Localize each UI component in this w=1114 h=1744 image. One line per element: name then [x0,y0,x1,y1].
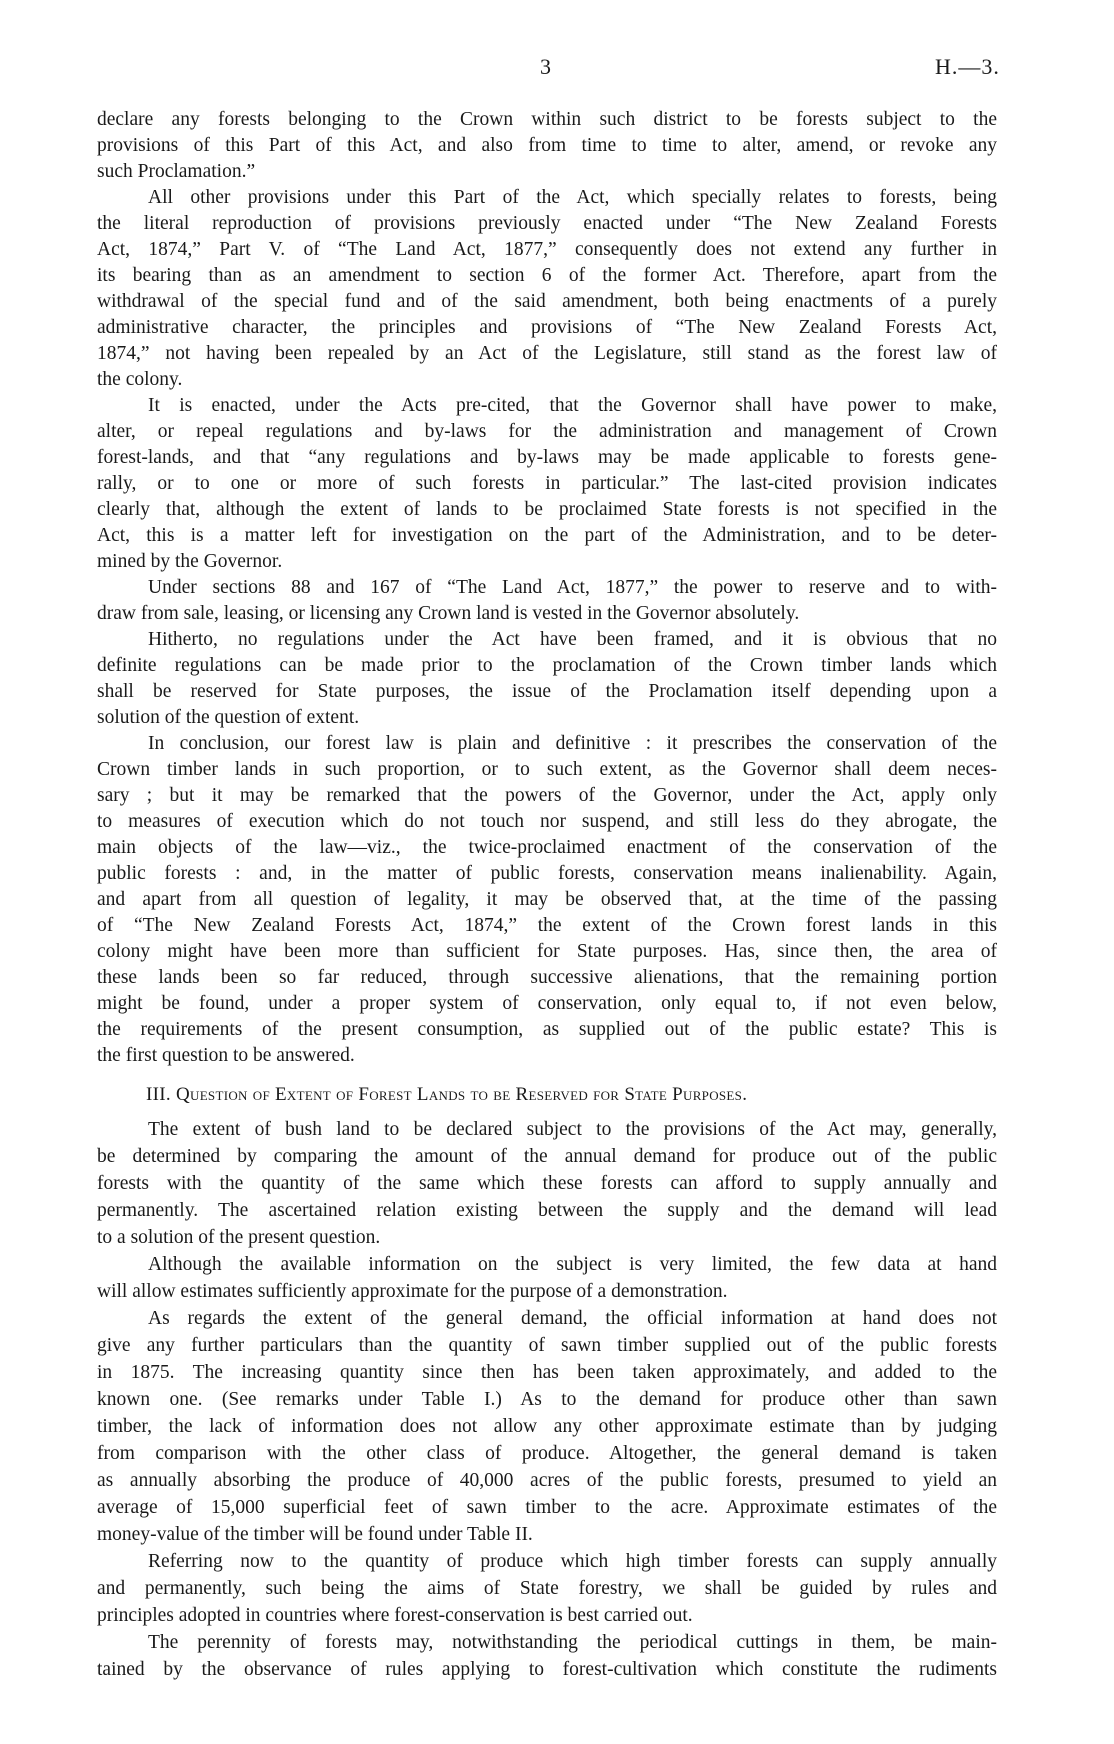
text-line: Act, this is a matter left for investigation on the part of the Administration, and to be deter- [97,525,997,546]
text-line: money-value of the timber will be found under Table II. [97,1524,533,1545]
text-line: clearly that, although the extent of lands to be proclaimed State forests is not specified in the [97,499,997,520]
text-line: colony might have been more than sufficient for State purposes. Has, since then, the area of [97,941,997,962]
text-line: Referring now to the quantity of produce which high timber forests can supply annually [148,1551,997,1572]
text-line: rally, or to one or more of such forests in particular.” The last-cited provision indicates [97,473,997,494]
text-line: be determined by comparing the amount of the annual demand for produce out of the public [97,1146,997,1167]
text-line: Hitherto, no regulations under the Act have been framed, and it is obvious that no [148,629,997,650]
text-line: timber, the lack of information does not allow any other approximate estimate than by judging [97,1416,997,1437]
text-line: principles adopted in countries where forest-conservation is best carried out. [97,1605,693,1626]
text-line: such Proclamation.” [97,161,256,182]
paragraph [97,393,997,575]
text-line: from comparison with the other class of produce. Altogether, the general demand is taken [97,1443,997,1464]
paragraph [97,1251,997,1305]
page-number: 3 [540,54,551,79]
text-line: its bearing than as an amendment to section 6 of the former Act. Therefore, apart from the [97,265,997,286]
text-line: definite regulations can be made prior to the proclamation of the Crown timber lands which [97,655,997,676]
text-line: average of 15,000 superficial feet of sawn timber to the acre. Approximate estimates of the [97,1497,997,1518]
paragraph [97,185,997,393]
text-line: The extent of bush land to be declared subject to the provisions of the Act may, generally, [148,1119,997,1140]
text-line: 1874,” not having been repealed by an Act of the Legislature, still stand as the forest law of [97,343,997,364]
paragraph [97,1305,997,1548]
text-line: and apart from all question of legality, it may be observed that, at the time of the passing [97,889,997,910]
text-line: forests with the quantity of the same which these forests can afford to supply annually and [97,1173,997,1194]
text-line: might be found, under a proper system of conservation, only equal to, if not even below, [97,993,997,1014]
text-line: public forests : and, in the matter of public forests, conservation means inalienability. Again, [97,863,997,884]
text-line: provisions of this Part of this Act, and also from time to time to alter, amend, or revoke any [97,135,997,156]
body-section-2 [97,1116,997,1683]
text-line: tained by the observance of rules applying to forest-cultivation which constitute the rudiments [97,1659,997,1680]
paragraph [97,731,997,1069]
text-line: sary ; but it may be remarked that the powers of the Governor, under the Act, apply only [97,785,997,806]
text-line: will allow estimates sufficiently approximate for the purpose of a demonstration. [97,1281,728,1302]
paragraph [97,107,997,185]
text-line: solution of the question of extent. [97,707,360,728]
paragraph [97,627,997,731]
text-line: Under sections 88 and 167 of “The Land Act, 1877,” the power to reserve and to with- [148,577,997,598]
text-line: In conclusion, our forest law is plain and definitive : it prescribes the conservation of the [148,733,997,754]
text-line: shall be reserved for State purposes, the issue of the Proclamation itself depending upon a [97,681,997,702]
text-line: mined by the Governor. [97,551,283,572]
text-line: Crown timber lands in such proportion, or to such extent, as the Governor shall deem neces- [97,759,997,780]
text-line: Act, 1874,” Part V. of “The Land Act, 1877,” consequently does not extend any further in [97,239,997,260]
document-reference: H.—3. [935,54,1000,79]
text-line: the colony. [97,369,183,390]
text-line: The perennity of forests may, notwithstanding the periodical cuttings in them, be main- [148,1632,997,1653]
text-line: declare any forests belonging to the Crown within such district to be forests subject to the [97,109,997,130]
text-line: administrative character, the principles and provisions of “The New Zealand Forests Act, [97,317,997,338]
body-section-1 [97,107,997,1069]
text-line: draw from sale, leasing, or licensing any Crown land is vested in the Governor absolutely. [97,603,800,624]
text-line: It is enacted, under the Acts pre-cited, that the Governor shall have power to make, [148,395,997,416]
text-line: to a solution of the present question. [97,1227,381,1248]
section-heading: III. Question of Extent of Forest Lands to be Reserved for State Purposes. [146,1084,748,1105]
text-line: forest-lands, and that “any regulations and by-laws may be made applicable to forests gene- [97,447,997,468]
text-line: Although the available information on the subject is very limited, the few data at hand [148,1254,997,1275]
text-line: main objects of the law—viz., the twice-proclaimed enactment of the conservation of the [97,837,997,858]
text-line: of “The New Zealand Forests Act, 1874,” the extent of the Crown forest lands in this [97,915,997,936]
paragraph [97,575,997,627]
paragraph [97,1629,997,1683]
paragraph [97,1548,997,1629]
text-line: and permanently, such being the aims of State forestry, we shall be guided by rules and [97,1578,997,1599]
text-line: withdrawal of the special fund and of the said amendment, both being enactments of a purely [97,291,997,312]
text-line: these lands been so far reduced, through successive alienations, that the remaining portion [97,967,997,988]
text-line: permanently. The ascertained relation existing between the supply and the demand will lead [97,1200,997,1221]
text-line: the requirements of the present consumption, as supplied out of the public estate? This is [97,1019,997,1040]
text-line: As regards the extent of the general demand, the official information at hand does not [148,1308,997,1329]
text-line: the first question to be answered. [97,1045,355,1066]
text-line: alter, or repeal regulations and by-laws for the administration and management of Crown [97,421,997,442]
text-line: known one. (See remarks under Table I.) As to the demand for produce other than sawn [97,1389,997,1410]
text-line: in 1875. The increasing quantity since then has been taken approximately, and added to the [97,1362,997,1383]
text-line: as annually absorbing the produce of 40,000 acres of the public forests, presumed to yield an [97,1470,997,1491]
text-line: give any further particulars than the quantity of sawn timber supplied out of the public forests [97,1335,997,1356]
paragraph [97,1116,997,1251]
text-line: All other provisions under this Part of the Act, which specially relates to forests, being [148,187,997,208]
text-line: the literal reproduction of provisions previously enacted under “The New Zealand Forests [97,213,997,234]
text-line: to measures of execution which do not touch nor suspend, and still less do they abrogate, the [97,811,997,832]
